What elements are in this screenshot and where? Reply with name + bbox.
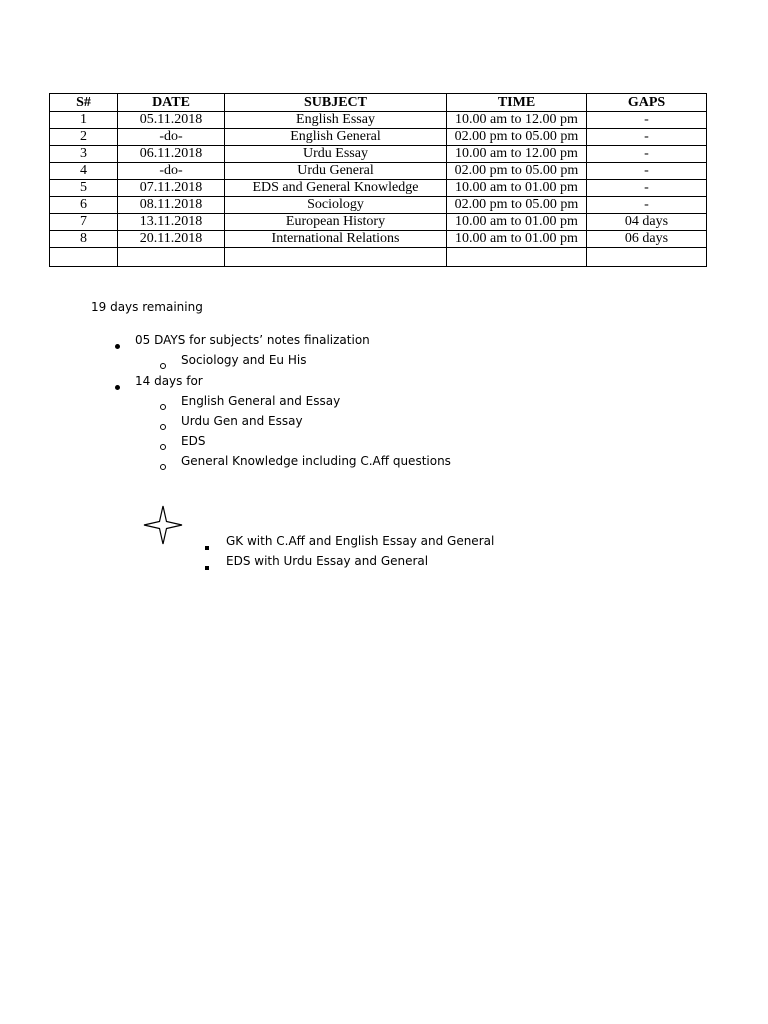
pairing-item: EDS with Urdu Essay and General	[226, 554, 429, 568]
disc-bullet-icon	[115, 379, 120, 393]
exam-schedule-table	[49, 93, 707, 267]
list-subitem: English General and Essay	[181, 394, 341, 408]
table-row	[50, 197, 707, 214]
cell-serial: 4	[50, 163, 118, 180]
cell-serial: 3	[50, 146, 118, 163]
column-header-subject: SUBJECT	[225, 94, 447, 112]
cell-time: 02.00 pm to 05.00 pm	[447, 197, 587, 214]
cell-gaps: -	[587, 180, 707, 197]
empty-cell	[50, 248, 118, 267]
cell-gaps: 04 days	[587, 214, 707, 231]
cell-serial: 1	[50, 112, 118, 129]
empty-cell	[447, 248, 587, 267]
table-row	[50, 146, 707, 163]
cell-subject: European History	[225, 214, 447, 231]
square-bullet-icon	[205, 539, 209, 553]
list-item: 14 days for	[135, 374, 203, 388]
cell-subject: Urdu Essay	[225, 146, 447, 163]
table-row	[50, 129, 707, 146]
cell-date: -do-	[118, 129, 225, 146]
empty-cell	[118, 248, 225, 267]
cell-serial: 5	[50, 180, 118, 197]
cell-serial: 8	[50, 231, 118, 248]
cell-subject: English Essay	[225, 112, 447, 129]
column-header-date: DATE	[118, 94, 225, 112]
cell-gaps: -	[587, 163, 707, 180]
disc-bullet-icon	[115, 338, 120, 352]
circle-bullet-icon	[160, 439, 166, 453]
cell-date: 05.11.2018	[118, 112, 225, 129]
cell-gaps: -	[587, 129, 707, 146]
cell-date: 06.11.2018	[118, 146, 225, 163]
cell-subject: Sociology	[225, 197, 447, 214]
cell-date: 07.11.2018	[118, 180, 225, 197]
cell-time: 02.00 pm to 05.00 pm	[447, 163, 587, 180]
table-row	[50, 231, 707, 248]
days-remaining-text: 19 days remaining	[91, 300, 203, 314]
empty-table-row	[50, 248, 707, 267]
cell-gaps: 06 days	[587, 231, 707, 248]
circle-bullet-icon	[160, 399, 166, 413]
table-header-row	[50, 94, 707, 112]
cell-serial: 2	[50, 129, 118, 146]
column-header-time: TIME	[447, 94, 587, 112]
cell-time: 10.00 am to 01.00 pm	[447, 231, 587, 248]
square-bullet-icon	[205, 559, 209, 573]
circle-bullet-icon	[160, 419, 166, 433]
cell-subject: Urdu General	[225, 163, 447, 180]
cell-time: 10.00 am to 01.00 pm	[447, 214, 587, 231]
cell-subject: International Relations	[225, 231, 447, 248]
table-row	[50, 163, 707, 180]
empty-cell	[225, 248, 447, 267]
cell-date: 13.11.2018	[118, 214, 225, 231]
circle-bullet-icon	[160, 358, 166, 372]
list-subitem: EDS	[181, 434, 206, 448]
cell-subject: EDS and General Knowledge	[225, 180, 447, 197]
empty-cell	[587, 248, 707, 267]
cell-time: 10.00 am to 12.00 pm	[447, 146, 587, 163]
list-subitem: Urdu Gen and Essay	[181, 414, 303, 428]
cell-date: 08.11.2018	[118, 197, 225, 214]
cell-gaps: -	[587, 146, 707, 163]
cell-time: 10.00 am to 01.00 pm	[447, 180, 587, 197]
cell-time: 10.00 am to 12.00 pm	[447, 112, 587, 129]
cell-gaps: -	[587, 112, 707, 129]
circle-bullet-icon	[160, 459, 166, 473]
pairing-item: GK with C.Aff and English Essay and General	[226, 534, 495, 548]
cell-subject: English General	[225, 129, 447, 146]
cell-date: 20.11.2018	[118, 231, 225, 248]
cell-date: -do-	[118, 163, 225, 180]
cell-gaps: -	[587, 197, 707, 214]
table-row	[50, 214, 707, 231]
cell-serial: 6	[50, 197, 118, 214]
column-header-gaps: GAPS	[587, 94, 707, 112]
column-header-serial: S#	[50, 94, 118, 112]
cell-serial: 7	[50, 214, 118, 231]
table-row	[50, 112, 707, 129]
list-subitem: General Knowledge including C.Aff questions	[181, 454, 451, 468]
list-subitem: Sociology and Eu His	[181, 353, 307, 367]
four-point-star-icon	[143, 505, 183, 548]
cell-time: 02.00 pm to 05.00 pm	[447, 129, 587, 146]
table-row	[50, 180, 707, 197]
list-item: 05 DAYS for subjects’ notes finalization	[135, 333, 370, 347]
